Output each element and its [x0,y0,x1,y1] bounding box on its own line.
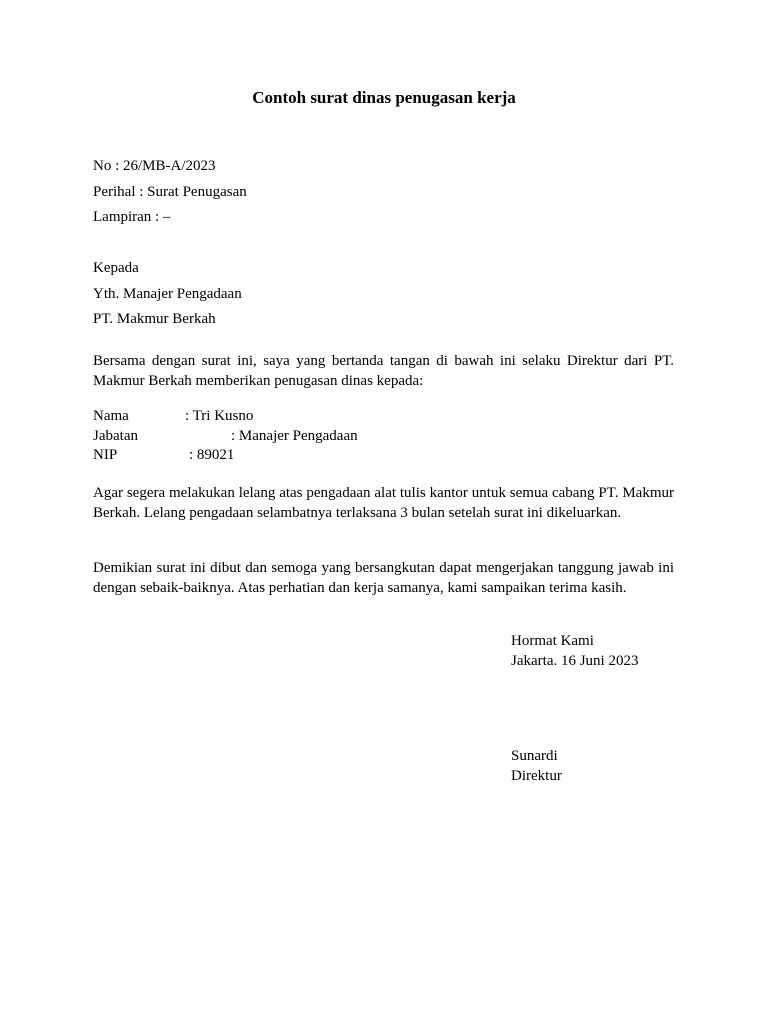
letter-subject: Perihal : Surat Penugasan [93,184,247,200]
assignee-name-label: Nama [93,408,129,424]
recipient-name: Yth. Manajer Pengadaan [93,286,242,302]
assignee-name-row [93,408,253,425]
opening-paragraph: Bersama dengan surat ini, saya yang bertanda tangan di bawah ini selaku Direktur dari PT. Makmur Berkah memberikan penugasan dinas kepada: [93,353,674,389]
recipient-kepada: Kepada [93,260,139,276]
closing-salutation: Hormat Kami [511,633,594,649]
letter-number: No : 26/MB-A/2023 [93,158,216,174]
closing-paragraph: Demikian surat ini dibut dan semoga yang bersangkutan dapat mengerjakan tanggung jawab ini dengan sebaik-baiknya. Atas perhatian dan kerja samanya, kami sampaikan terima kasih. [93,560,674,596]
recipient-company: PT. Makmur Berkah [93,311,216,327]
assignee-nip-value: : 89021 [189,447,235,463]
assignee-name-value: : Tri Kusno [185,408,254,424]
assignee-position-label: Jabatan [93,428,138,444]
signer-title: Direktur [511,768,562,784]
assignee-nip-label: NIP [93,447,118,463]
document-title: Contoh surat dinas penugasan kerja [252,88,516,107]
letter-attachment: Lampiran : – [93,209,171,225]
signer-name: Sunardi [511,748,558,764]
assignee-position-value: : Manajer Pengadaan [231,428,358,444]
place-date: Jakarta. 16 Juni 2023 [511,653,639,669]
task-paragraph: Agar segera melakukan lelang atas pengadaan alat tulis kantor untuk semua cabang PT. Makmur Berkah. Lelang pengadaan selambatnya terlaksana 3 bulan setelah surat ini dikeluarkan. [93,485,674,521]
assignee-nip-row [93,447,234,464]
assignee-position-row [93,428,358,445]
